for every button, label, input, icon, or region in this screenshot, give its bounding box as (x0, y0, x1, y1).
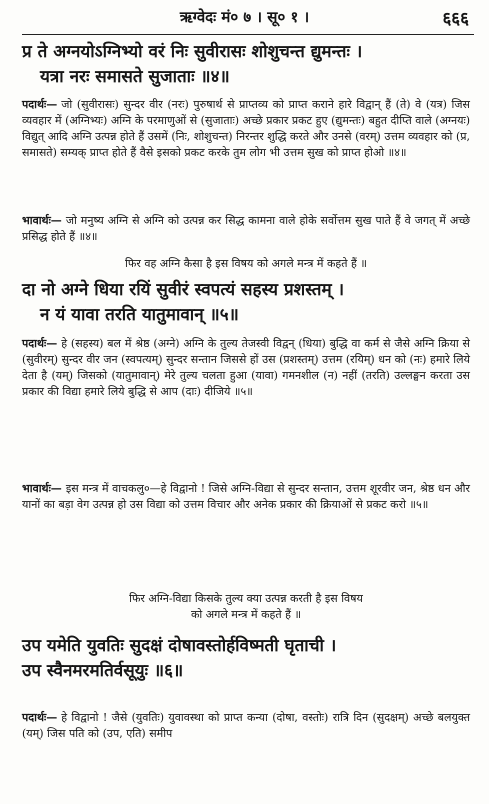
mantra-6 (22, 634, 470, 684)
mantra-5-line-2: न यं यावा तरति यातुमावान् ॥५॥ (40, 305, 239, 325)
mantra-5 (22, 278, 470, 328)
mantra-4 (22, 40, 470, 90)
mantra-4-line-2: यत्रा नरः समासते सुजाताः ॥४॥ (40, 67, 230, 87)
bhavartha-4-lead: भावार्थः— (22, 214, 62, 227)
mantra-6-intro-line-2: को अगले मन्त्र में कहते हैं ॥ (190, 608, 302, 621)
bhavartha-4-text: जो मनुष्य अग्नि से अग्नि को उत्पन्न कर सिद्ध कामना वाले होके सर्वोत्तम सुख पाते हैं वे जगत् में अच्छे प्रसिद्ध होते हैं ॥४॥ (22, 214, 470, 243)
running-head: ऋग्वेदः मं० ७ । सू० १ । (179, 8, 310, 26)
bhavartha-4 (22, 213, 470, 245)
padartha-5 (22, 336, 470, 400)
mantra-6-line-2: उप स्वैनमरमतिर्वसूयुः ॥६॥ (22, 661, 184, 681)
mantra-6-line-1: उप यमेति युवतिः सुदक्षं दोषावस्तोर्हविष्मती घृताची । (22, 636, 337, 656)
mantra-5-intro: फिर वह अग्नि कैसा है इस विषय को अगले मन्त्र में कहते हैं ॥ (125, 257, 367, 270)
padartha-5-text: हे (सहस्य) बल में श्रेष्ठ (अग्ने) अग्नि के तुल्य तेजस्वी विद्वन् (धिया) बुद्धि वा कर्म से जैसे अग्नि क्रिया से (सुवीरम्) सुन्दर वीर जन (स्वपत्यम्) सुन्दर सन्तान जिससे हों उस (प्रशस्तम्) उत्तम (रयिम्) धन को (नः) हमारे लिये देता है (यम्) जिसको (यातुमावान्) मेरे तुल्य चलता हुआ (यावा) गमनशील (न) नहीं (तरति) उल्लङ्घन करता उस प्रकार की विद्या हमारे लिये बुद्धि से आप (दाः) दीजिये ॥५॥ (22, 337, 470, 398)
padartha-6 (22, 710, 470, 742)
bhavartha-5-text: इस मन्त्र में वाचकलु०—हे विद्वानो ! जिसे अग्नि-विद्या से सुन्दर सन्तान, उत्तम शूरवीर जन, श्रेष्ठ धन और यानों का बड़ा वेग उत्पन्न हो उस विद्या को उत्तम विचार और अनेक प्रकार की क्रियाओं से प्रकट करो ॥५॥ (22, 482, 470, 511)
padartha-6-text: हे विद्वानो ! जैसे (युवतिः) युवावस्था को प्राप्त कन्या (दोषा, वस्तोः) रात्रि दिन (सुदक्षम्) अच्छे बलयुक्त (यम्) जिस पति को (उप, एति) समीप (22, 711, 470, 740)
padartha-6-lead: पदार्थः— (22, 711, 58, 724)
padartha-4-lead: पदार्थः— (22, 98, 58, 111)
mantra-4-line-1: प्र ते अग्नयोऽग्निभ्यो वरं निः सुवीरासः शोशुचन्त द्युमन्तः । (22, 42, 363, 62)
page-number: ६६६ (442, 9, 469, 29)
mantra-6-intro (22, 591, 470, 623)
padartha-5-lead: पदार्थः— (22, 337, 58, 350)
mantra-5-line-1: दा नो अग्ने धिया रयिं सुवीरं स्वपत्यं सहस्य प्रशस्तम् । (22, 280, 345, 300)
header-divider (22, 34, 474, 35)
padartha-4 (22, 97, 470, 161)
bhavartha-5-lead: भावार्थः— (22, 482, 62, 495)
bhavartha-5 (22, 481, 470, 513)
padartha-4-text: जो (सुवीरासः) सुन्दर वीर (नरः) पुरुषार्थ से प्राप्तव्य को प्राप्त कराने हारे विद्वान् हैं (ते) वे (यत्र) जिस व्यवहार में (अग्निभ्यः) अग्नि के परमाणुओं से (सुजाताः) अच्छे प्रकार प्रकट हुए (द्युमन्तः) बहुत दीप्ति वाले (अग्नयः) विद्युत् आदि अग्नि उत्पन्न होते हैं उसमें (निः, शोशुचन्त) निरन्तर शुद्धि करते और उनसे (वरम्) उत्तम व्यवहार को (प्र, समासते) सम्यक् प्राप्त होते हैं वैसे इसको प्रकट करके तुम लोग भी उत्तम सुख को प्राप्त होओ ॥४॥ (22, 98, 470, 159)
page-header (0, 4, 489, 30)
mantra-6-intro-line-1: फिर अग्नि-विद्या किसके तुल्य क्या उत्पन्न करती है इस विषय (129, 592, 363, 605)
